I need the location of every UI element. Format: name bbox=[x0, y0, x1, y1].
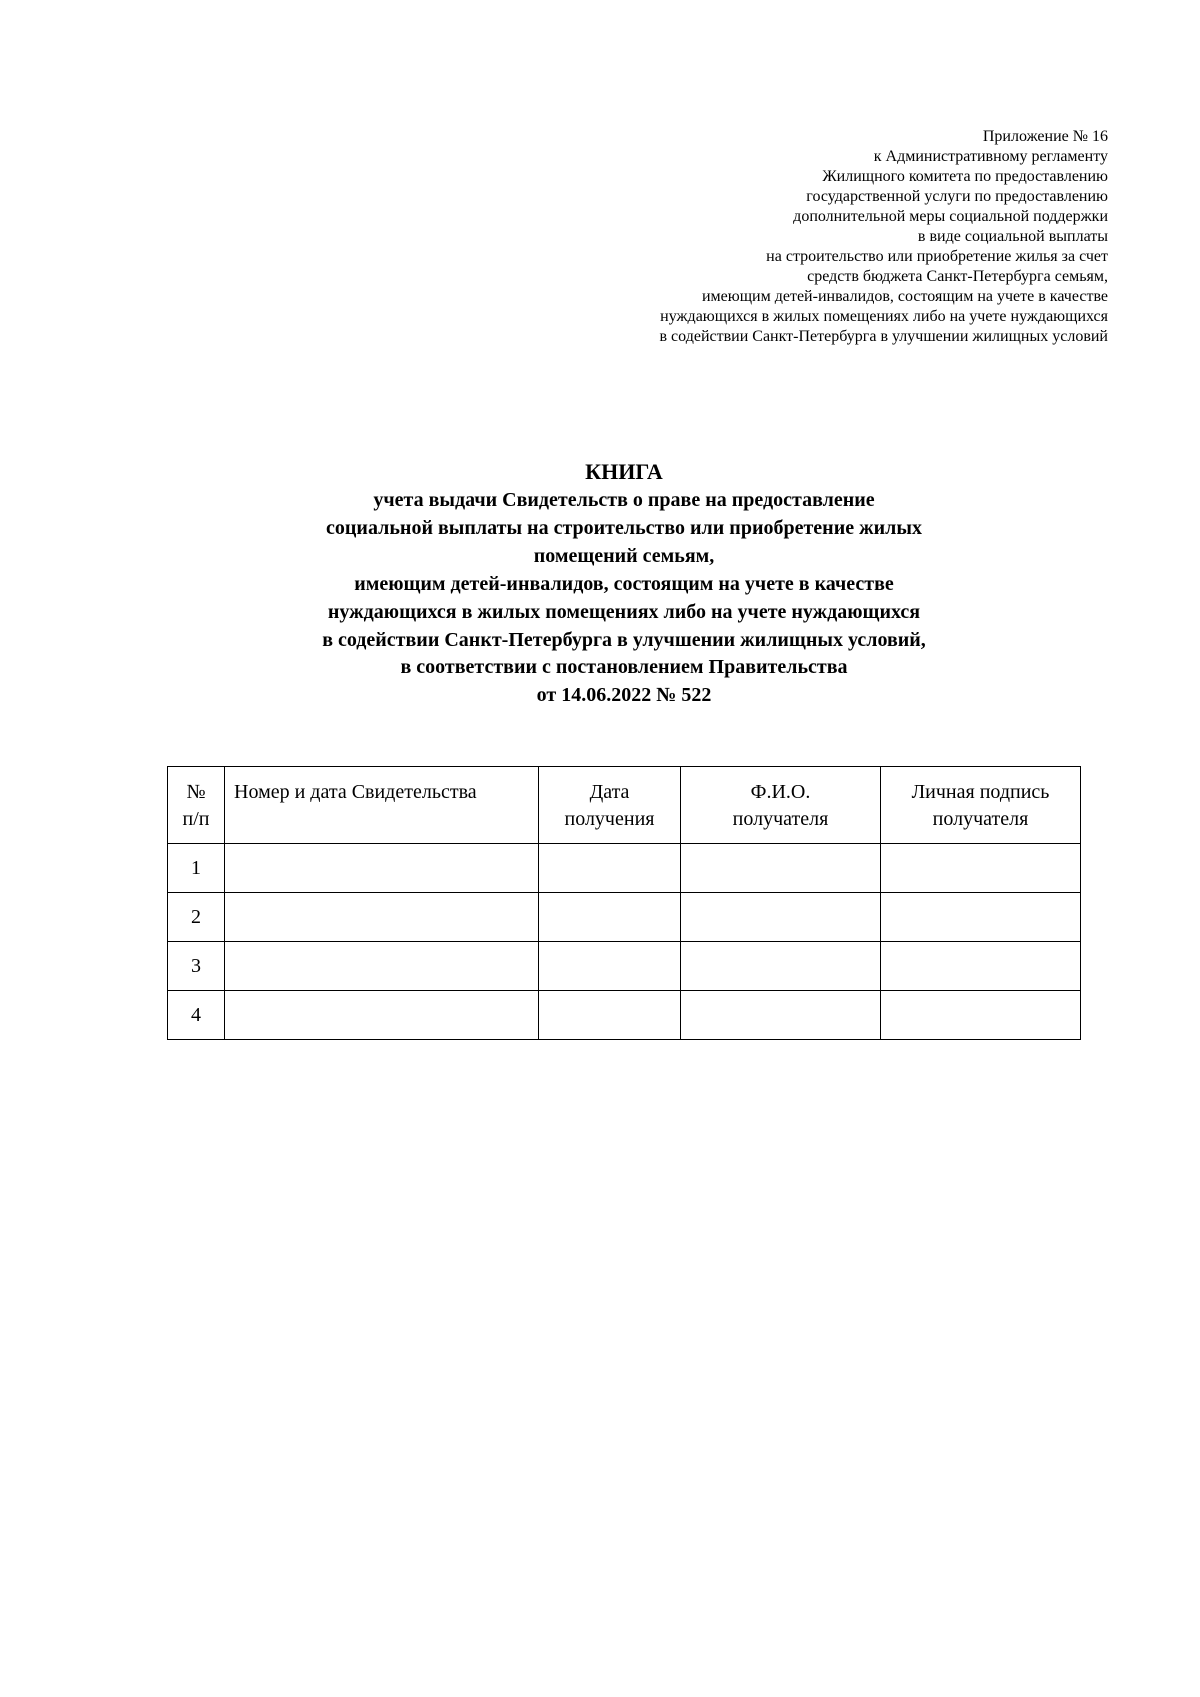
cell-certificate bbox=[225, 991, 539, 1040]
cell-fio bbox=[681, 942, 881, 991]
appendix-line: имеющим детей-инвалидов, состоящим на учете в качестве bbox=[701, 288, 1108, 305]
table-row bbox=[168, 942, 1081, 991]
cell-signature bbox=[881, 942, 1081, 991]
appendix-line: государственной услуги по предоставлению bbox=[806, 188, 1108, 205]
title-line: имеющим детей-инвалидов, состоящим на учете в качестве bbox=[354, 572, 894, 595]
appendix-line: средств бюджета Санкт-Петербурга семьям, bbox=[807, 268, 1108, 285]
appendix-line: в содействии Санкт-Петербурга в улучшении жилищных условий bbox=[659, 328, 1108, 345]
appendix-line: Жилищного комитета по предоставлению bbox=[822, 168, 1108, 185]
cell-number: 2 bbox=[168, 893, 225, 942]
cell-date bbox=[539, 991, 681, 1040]
cell-signature bbox=[881, 991, 1081, 1040]
header-date: Дата получения bbox=[539, 767, 681, 844]
title-line: в содействии Санкт-Петербурга в улучшении жилищных условий, bbox=[322, 628, 926, 651]
cell-fio bbox=[681, 893, 881, 942]
appendix-line: к Административному регламенту bbox=[873, 148, 1108, 165]
appendix-line: нуждающихся в жилых помещениях либо на учете нуждающихся bbox=[660, 308, 1108, 325]
cell-signature bbox=[881, 893, 1081, 942]
table-row bbox=[168, 991, 1081, 1040]
appendix-reference bbox=[488, 127, 1108, 347]
appendix-line: дополнительной меры социальной поддержки bbox=[793, 208, 1108, 225]
appendix-line: Приложение № 16 bbox=[982, 128, 1108, 145]
table-row bbox=[168, 893, 1081, 942]
cell-number: 3 bbox=[168, 942, 225, 991]
title-line: нуждающихся в жилых помещениях либо на учете нуждающихся bbox=[327, 600, 921, 623]
cell-certificate bbox=[225, 893, 539, 942]
appendix-line: на строительство или приобретение жилья за счет bbox=[766, 248, 1108, 265]
title-line: учета выдачи Свидетельств о праве на предоставление bbox=[373, 489, 875, 511]
title-line: помещений семьям, bbox=[533, 544, 715, 567]
header-certificate: Номер и дата Свидетельства bbox=[225, 767, 539, 844]
cell-certificate bbox=[225, 942, 539, 991]
cell-certificate bbox=[225, 844, 539, 893]
title-line: социальной выплаты на строительство или приобретение жилых bbox=[326, 516, 922, 539]
table-header-row bbox=[168, 767, 1081, 844]
header-fio: Ф.И.О. получателя bbox=[681, 767, 881, 844]
header-number: № п/п bbox=[168, 767, 225, 844]
cell-fio bbox=[681, 844, 881, 893]
cell-date bbox=[539, 942, 681, 991]
appendix-line: в виде социальной выплаты bbox=[917, 228, 1108, 245]
cell-number: 4 bbox=[168, 991, 225, 1040]
title-main: КНИГА bbox=[585, 459, 663, 484]
title-line: от 14.06.2022 № 522 bbox=[536, 684, 712, 707]
cell-number: 1 bbox=[168, 844, 225, 893]
header-signature: Личная подпись получателя bbox=[881, 767, 1081, 844]
cell-date bbox=[539, 893, 681, 942]
table-row bbox=[168, 844, 1081, 893]
title-line: в соответствии с постановлением Правительства bbox=[400, 656, 848, 679]
cell-fio bbox=[681, 991, 881, 1040]
document-title bbox=[200, 458, 1048, 710]
certificate-register-table bbox=[167, 766, 1081, 1040]
cell-date bbox=[539, 844, 681, 893]
cell-signature bbox=[881, 844, 1081, 893]
